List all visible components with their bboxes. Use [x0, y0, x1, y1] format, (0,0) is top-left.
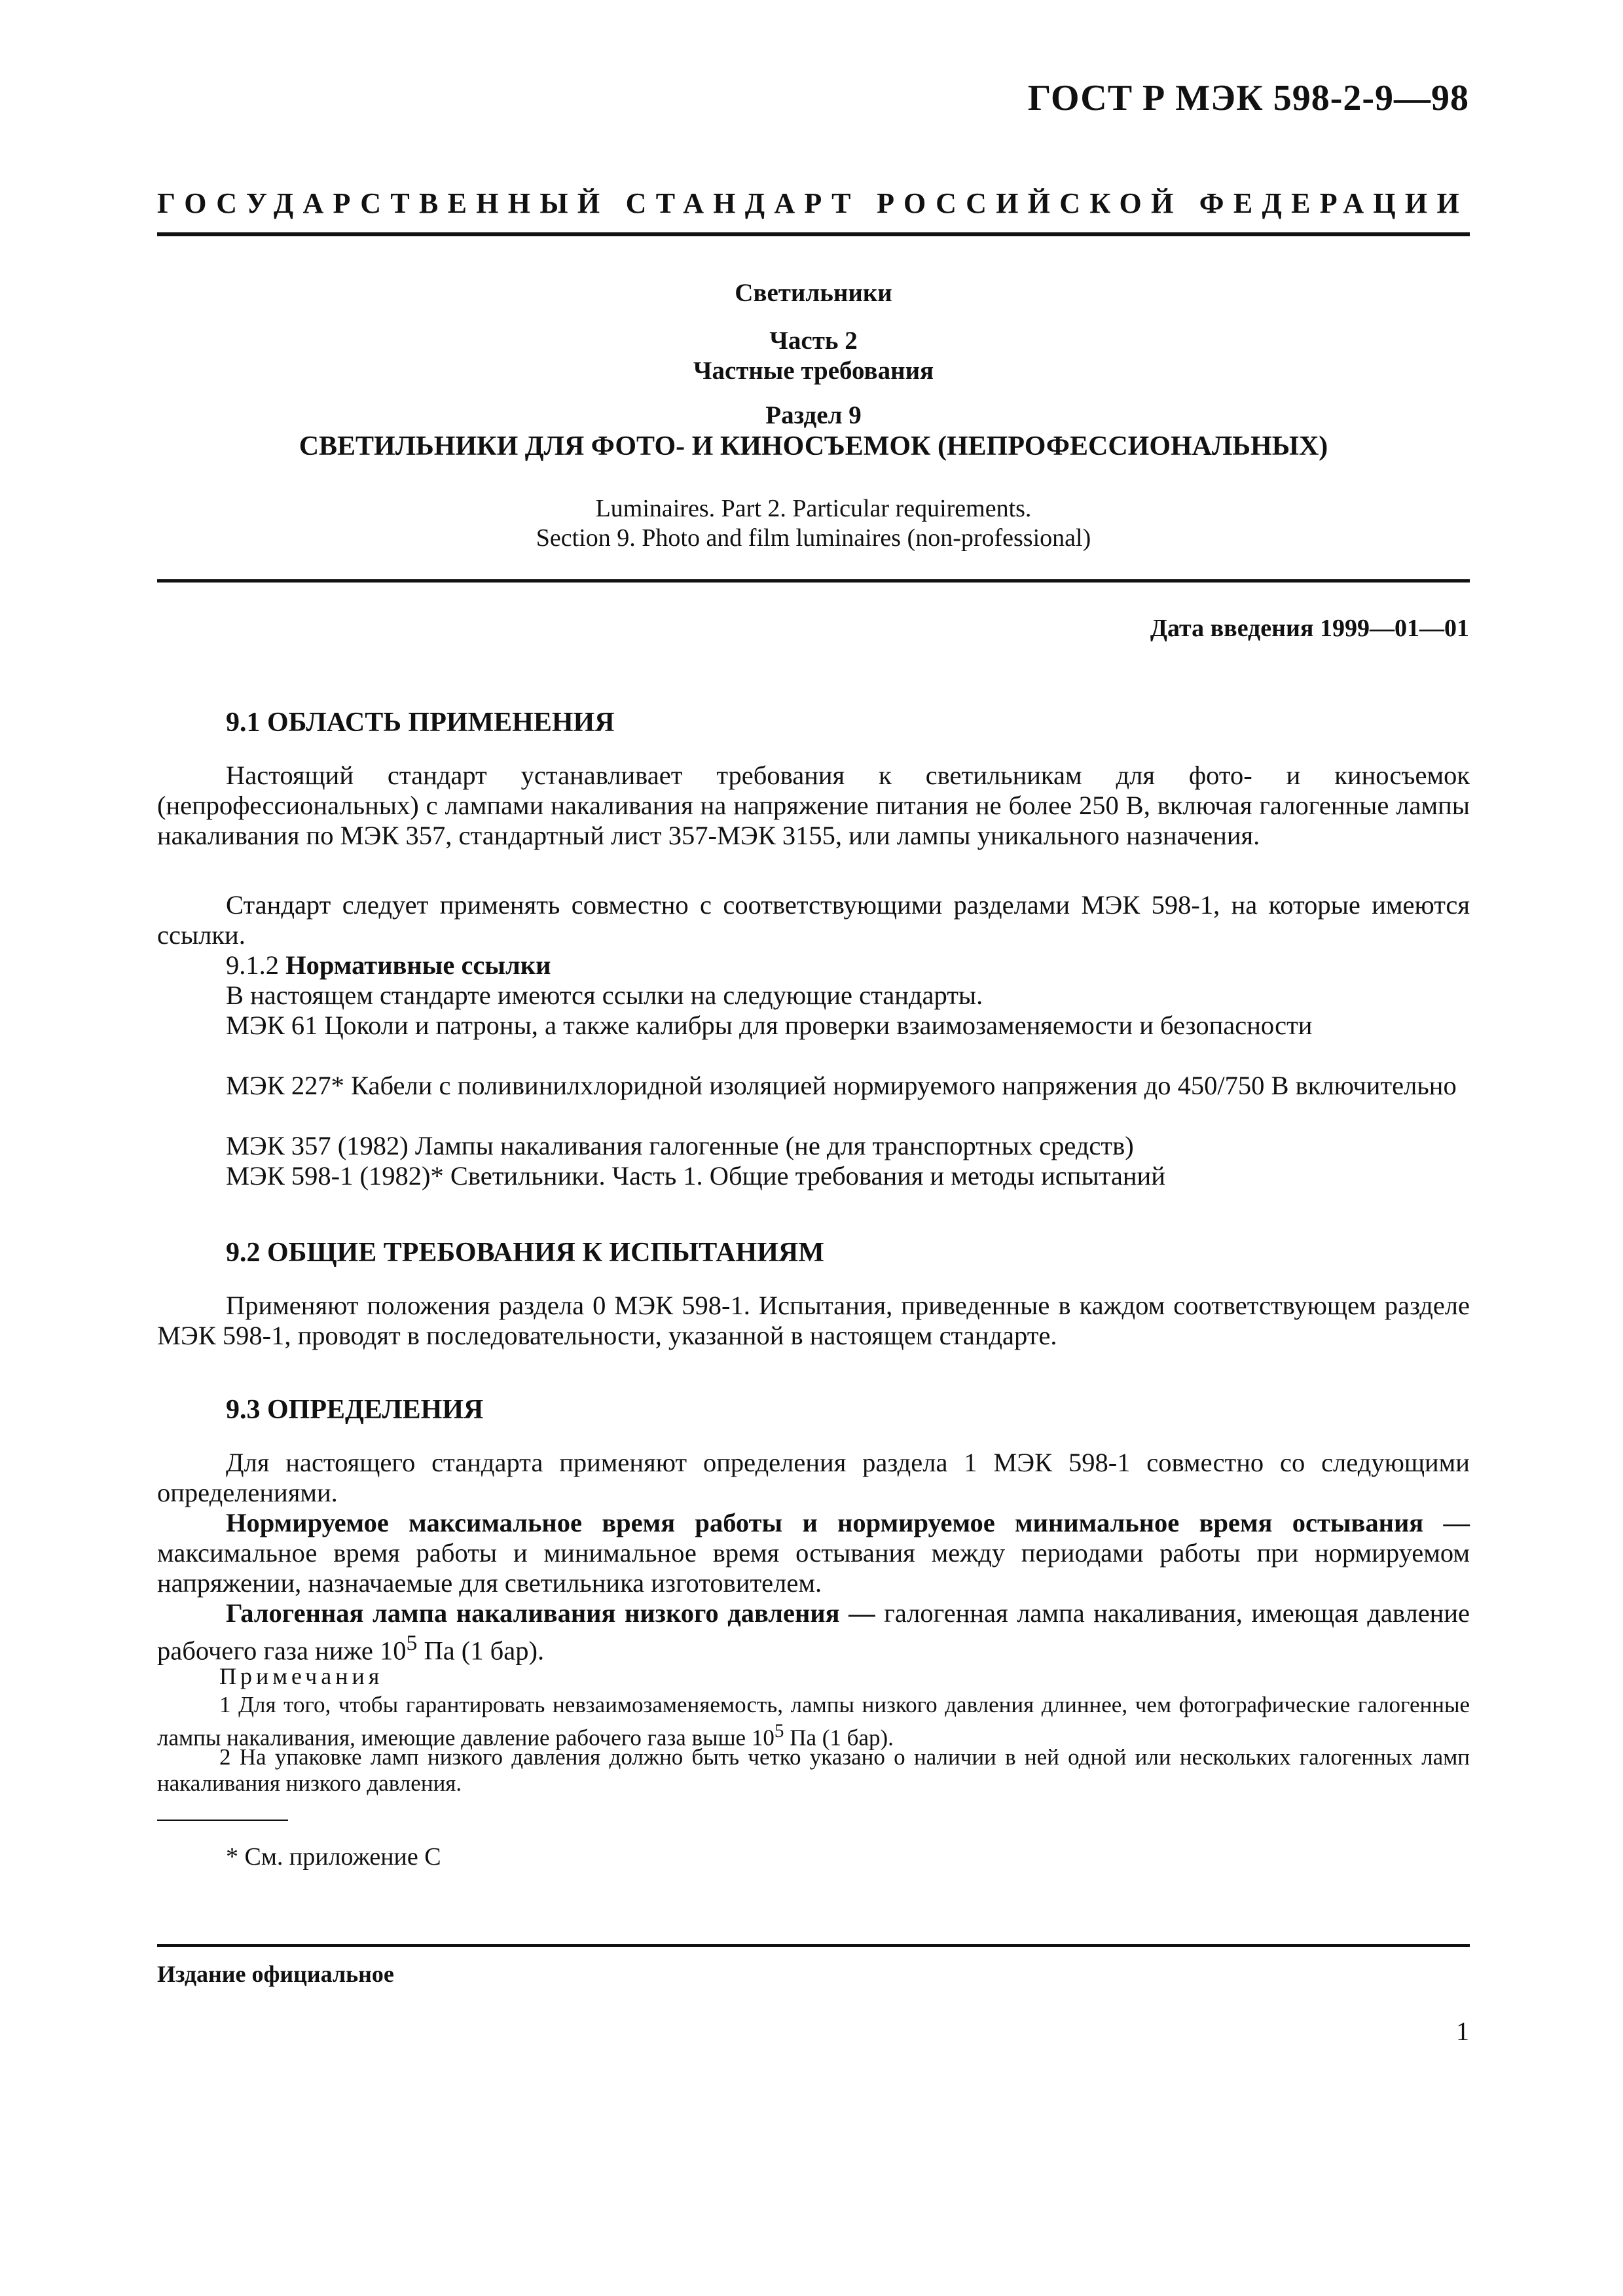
reference-item	[157, 1011, 1470, 1041]
term-operating-time: Нормируемое максимальное время работы и нормируемое минимальное время остывания —	[226, 1508, 1470, 1537]
reference-text: МЭК 357 (1982) Лампы накаливания галогенные (не для транспортных средств)	[226, 1131, 1134, 1160]
refs-intro	[157, 980, 1470, 1011]
document-code: ГОСТ Р МЭК 598-2-9—98	[1027, 78, 1469, 118]
section-heading-9-3: 9.3 ОПРЕДЕЛЕНИЯ	[226, 1395, 484, 1425]
exponent: 5	[774, 1721, 784, 1742]
reference-text: МЭК 598-1 (1982)* Светильники. Часть 1. Общие требования и методы испытаний	[226, 1161, 1165, 1191]
section-heading-9-2: 9.2 ОБЩИЕ ТРЕБОВАНИЯ К ИСПЫТАНИЯМ	[226, 1238, 824, 1268]
standard-name: ГОСУДАРСТВЕННЫЙ СТАНДАРТ РОССИЙСКОЙ ФЕДЕРАЦИИ	[157, 187, 1468, 219]
edition-label: Издание официальное	[157, 1961, 394, 1987]
notes-title: Примечания	[219, 1663, 384, 1689]
footnote-rule	[157, 1820, 288, 1821]
subclause-heading	[157, 950, 1470, 980]
subclause-title: Нормативные ссылки	[285, 950, 551, 980]
definitions-intro-paragraph	[157, 1448, 1470, 1508]
definition-low-pressure-lamp	[157, 1598, 1470, 1666]
section-heading-9-1: 9.1 ОБЛАСТЬ ПРИМЕНЕНИЯ	[226, 708, 615, 738]
note-1-text: 1 Для того, чтобы гарантировать невзаимозаменяемость, лампы низкого давления длиннее, чем фотографические галогенные лампы накаливания, имеющие давление рабочего газа выше 10	[157, 1692, 1470, 1751]
document-title: Светильники	[735, 279, 892, 307]
reference-text: МЭК 227* Кабели с поливинилхлоридной изоляцией нормируемого напряжения до 450/750 В включительно	[226, 1071, 1457, 1100]
refs-intro-text: В настоящем стандарте имеются ссылки на следующие стандарты.	[226, 980, 983, 1010]
section-name: СВЕТИЛЬНИКИ ДЛЯ ФОТО- И КИНОСЪЕМОК (НЕПРОФЕССИОНАЛЬНЫХ)	[299, 431, 1328, 461]
english-title-line-1: Luminaires. Part 2. Particular requirements.	[595, 495, 1032, 522]
date-of-introduction: Дата введения 1999—01—01	[1150, 615, 1469, 642]
scope-text: Настоящий стандарт устанавливает требования к светильникам для фото- и киносъемок (непрофессиональных) с лампами накаливания на напряжение питания не более 250 В, включая галогенные лампы накаливания по МЭК 357, стандартный лист 357-МЭК 3155, или лампы уникального назначения.	[157, 761, 1470, 850]
reference-item	[157, 1131, 1470, 1161]
note-1-text-end: Па (1 бар).	[784, 1725, 894, 1751]
test-requirements-text: Применяют положения раздела 0 МЭК 598-1. Испытания, приведенные в каждом соответствующем разделе МЭК 598-1, проводят в последовательности, указанной в настоящем стандарте.	[157, 1291, 1470, 1350]
reference-item	[157, 1071, 1470, 1101]
header-rule	[157, 232, 1470, 236]
section-label: Раздел 9	[765, 401, 862, 429]
definitions-intro-text: Для настоящего стандарта применяют определения раздела 1 МЭК 598-1 совместно со следующими определениями.	[157, 1448, 1470, 1507]
application-paragraph	[157, 890, 1470, 950]
note-2	[157, 1744, 1470, 1797]
part-label: Часть 2	[769, 327, 858, 355]
english-title-line-2: Section 9. Photo and film luminaires (non-professional)	[536, 524, 1091, 552]
footnote: * См. приложение С	[226, 1843, 441, 1871]
test-requirements-paragraph	[157, 1291, 1470, 1351]
definition-text-end: Па (1 бар).	[417, 1636, 545, 1666]
footer-rule	[157, 1944, 1470, 1947]
note-2-text: 2 На упаковке ламп низкого давления должно быть четко указано о наличии в ней одной или нескольких галогенных ламп накаливания низкого давления.	[157, 1744, 1470, 1796]
reference-text: МЭК 61 Цоколи и патроны, а также калибры для проверки взаимозаменяемости и безопасности	[226, 1011, 1313, 1040]
application-text: Стандарт следует применять совместно с соответствующими разделами МЭК 598-1, на которые имеются ссылки.	[157, 890, 1470, 950]
definition-text: галогенная лампа накаливания, имеющая давление рабочего газа ниже 10	[157, 1598, 1470, 1666]
page-number: 1	[1456, 2017, 1469, 2046]
scope-paragraph	[157, 761, 1470, 851]
reference-item	[157, 1161, 1470, 1191]
subclause-number: 9.1.2	[226, 950, 279, 980]
title-rule	[157, 579, 1470, 583]
definition-text: максимальное время работы и минимальное время остывания между периодами работы при нормируемом напряжении, назначаемые для светильника изготовителем.	[157, 1538, 1470, 1598]
definition-operating-time	[157, 1508, 1470, 1598]
part-subtitle: Частные требования	[693, 357, 934, 385]
note-1	[157, 1692, 1470, 1751]
term-low-pressure-lamp: Галогенная лампа накаливания низкого давления —	[226, 1598, 875, 1628]
exponent: 5	[406, 1631, 418, 1655]
